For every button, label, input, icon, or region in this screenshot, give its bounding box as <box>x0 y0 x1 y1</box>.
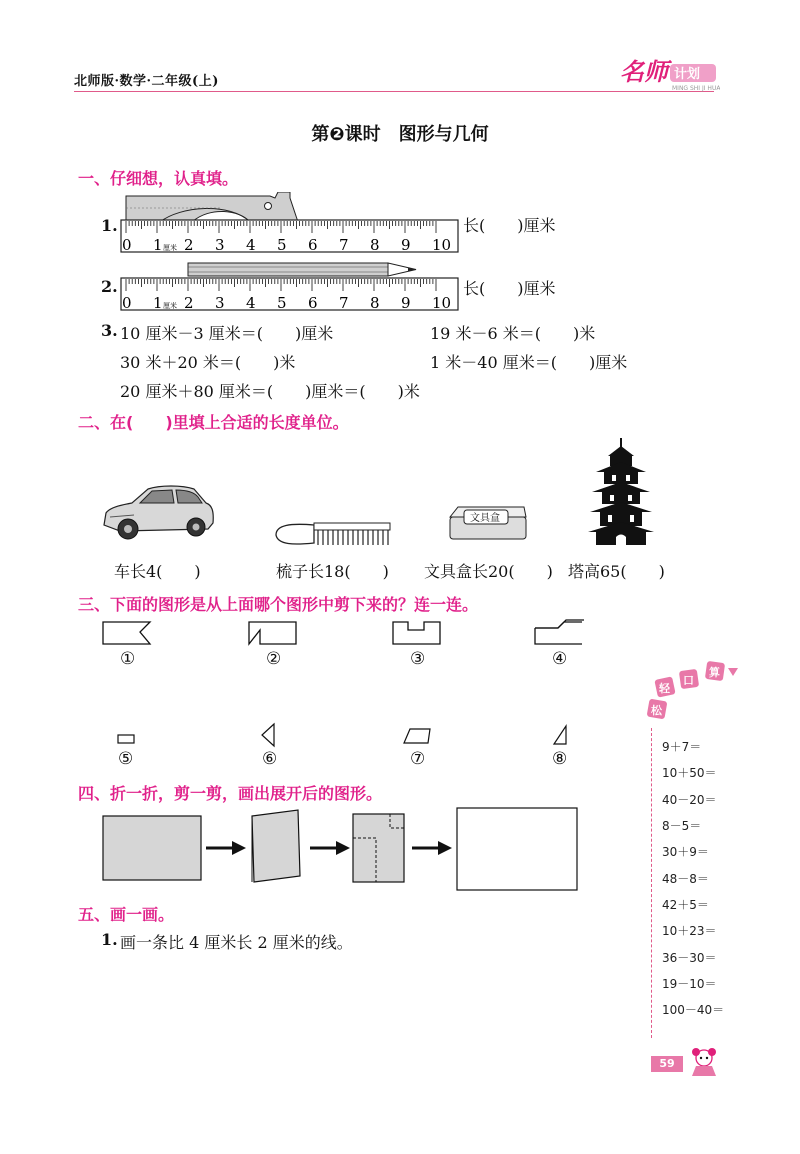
ruler-tick-label: 7 <box>339 236 349 254</box>
logo-pinyin: MING SHI JI HUA <box>672 85 720 92</box>
q3-item: 10 厘米－3 厘米＝( )厘米 <box>120 324 334 343</box>
header-series: 北师版·数学·二年级(上) <box>74 74 219 89</box>
label-2: ② <box>266 649 282 669</box>
brand-logo <box>620 52 720 96</box>
ruler-tick-label: 3 <box>215 236 225 254</box>
ruler-tick-label: 2 <box>184 236 194 254</box>
label-5: ⑤ <box>118 749 134 769</box>
ruler-tick-label: 8 <box>370 236 380 254</box>
mental-item: 19－10＝ <box>662 977 717 991</box>
sidebar-divider <box>651 728 652 1038</box>
section1-title: 一、仔细想，认真填。 <box>78 169 239 188</box>
caption-comb: 梳子长18( ) <box>276 562 389 581</box>
sidebar-title-badges <box>646 660 746 720</box>
paper-folded <box>252 810 300 882</box>
svg-text:算: 算 <box>709 666 720 679</box>
caption-car: 车长4( ) <box>114 562 201 581</box>
ruler-tick-label: 2 <box>184 294 194 312</box>
ruler-tick-label: 1 <box>153 236 163 254</box>
section4-title: 四、折一折，剪一剪，画出展开后的图形。 <box>78 784 383 803</box>
q1-answer: 长( )厘米 <box>463 216 556 235</box>
page-number: 59 <box>651 1056 683 1072</box>
ruler-with-pencil <box>120 260 460 316</box>
ruler-tick-label: 5 <box>277 294 287 312</box>
q3-item: 20 厘米＋80 厘米＝( )厘米＝( )米 <box>120 382 420 401</box>
mental-item: 10＋23＝ <box>662 924 717 938</box>
svg-text:松: 松 <box>651 704 662 717</box>
shape-4 <box>534 618 586 646</box>
ruler-tick-label: 9 <box>401 294 411 312</box>
mascot-icon <box>688 1046 722 1078</box>
header-rule <box>74 91 714 92</box>
piece-6 <box>260 722 280 748</box>
fold-cut-diagram <box>100 806 590 892</box>
q3-item: 30 米＋20 米＝( )米 <box>120 353 296 372</box>
answer-box[interactable] <box>457 808 577 890</box>
mental-item: 48－8＝ <box>662 872 709 886</box>
piece-5 <box>116 732 138 746</box>
label-3: ③ <box>410 649 426 669</box>
ruler-tick-label: 6 <box>308 236 318 254</box>
label-8: ⑧ <box>552 749 568 769</box>
q3-item: 1 米－40 厘米＝( )厘米 <box>430 353 628 372</box>
arrow-icon <box>232 841 246 855</box>
ruler-tick-label: 0 <box>122 236 132 254</box>
mental-item: 100－40＝ <box>662 1003 725 1017</box>
shape-1 <box>102 618 154 646</box>
logo-graphic <box>620 52 720 92</box>
label-7: ⑦ <box>410 749 426 769</box>
mental-item: 10＋50＝ <box>662 766 717 780</box>
pagoda-image <box>588 438 654 546</box>
mental-item: 42＋5＝ <box>662 898 709 912</box>
section2-title: 二、在( )里填上合适的长度单位。 <box>78 413 349 432</box>
piece-7 <box>402 726 434 746</box>
q3-item: 19 米－6 米＝( )米 <box>430 324 596 343</box>
svg-text:轻: 轻 <box>659 682 670 695</box>
section5-title: 五、画一画。 <box>78 905 175 924</box>
ruler-with-set-square <box>120 192 460 254</box>
comb-teeth <box>318 530 388 545</box>
caption-pagoda: 塔高65( ) <box>568 562 665 581</box>
mental-item: 30＋9＝ <box>662 845 709 859</box>
comb-image <box>274 517 392 549</box>
logo-text-main: 名师 <box>620 57 668 86</box>
mental-item: 40－20＝ <box>662 793 717 807</box>
ruler-unit-label: 厘米 <box>163 302 177 310</box>
q2-answer: 长( )厘米 <box>463 279 556 298</box>
q3-number: 3. <box>101 321 118 340</box>
lesson-title: 第❷课时 图形与几何 <box>311 124 489 145</box>
ruler-tick-label: 4 <box>246 236 256 254</box>
ruler-tick-label: 10 <box>432 236 452 254</box>
ruler-unit-label: 厘米 <box>163 244 177 252</box>
s5-q1-number: 1. <box>101 930 118 949</box>
mental-item: 8－5＝ <box>662 819 702 833</box>
mental-item: 36－30＝ <box>662 951 717 965</box>
ruler-tick-label: 3 <box>215 294 225 312</box>
ruler-tick-label: 8 <box>370 294 380 312</box>
shape-2 <box>248 618 300 646</box>
q2-number: 2. <box>101 277 118 296</box>
ruler-tick-label: 0 <box>122 294 132 312</box>
pencil-box-label: 文具盒 <box>470 513 500 524</box>
s5-q1-text: 画一条比 4 厘米长 2 厘米的线。 <box>120 933 353 952</box>
caption-pencil-box: 文具盒长20( ) <box>424 562 553 581</box>
pencil-box-image <box>446 503 530 543</box>
ruler-tick-label: 9 <box>401 236 411 254</box>
piece-8 <box>552 724 572 746</box>
paper-flat <box>103 816 201 880</box>
ruler-tick-label: 10 <box>432 294 452 312</box>
ruler-tick-label: 6 <box>308 294 318 312</box>
arrow-icon <box>438 841 452 855</box>
ruler-tick-label: 1 <box>153 294 163 312</box>
section3-title: 三、下面的图形是从上面哪个图形中剪下来的？连一连。 <box>78 595 479 614</box>
svg-text:口: 口 <box>683 674 694 687</box>
ruler-tick-label: 7 <box>339 294 349 312</box>
car-image <box>100 483 216 545</box>
arrow-icon <box>336 841 350 855</box>
logo-text-sub: 计划 <box>674 67 701 82</box>
q1-number: 1. <box>101 216 118 235</box>
shape-3 <box>392 618 444 646</box>
paper-folded-twice <box>353 814 404 882</box>
ruler-tick-label: 4 <box>246 294 256 312</box>
mental-item: 9＋7＝ <box>662 740 702 754</box>
label-4: ④ <box>552 649 568 669</box>
label-6: ⑥ <box>262 749 278 769</box>
ruler-tick-label: 5 <box>277 236 287 254</box>
label-1: ① <box>120 649 136 669</box>
